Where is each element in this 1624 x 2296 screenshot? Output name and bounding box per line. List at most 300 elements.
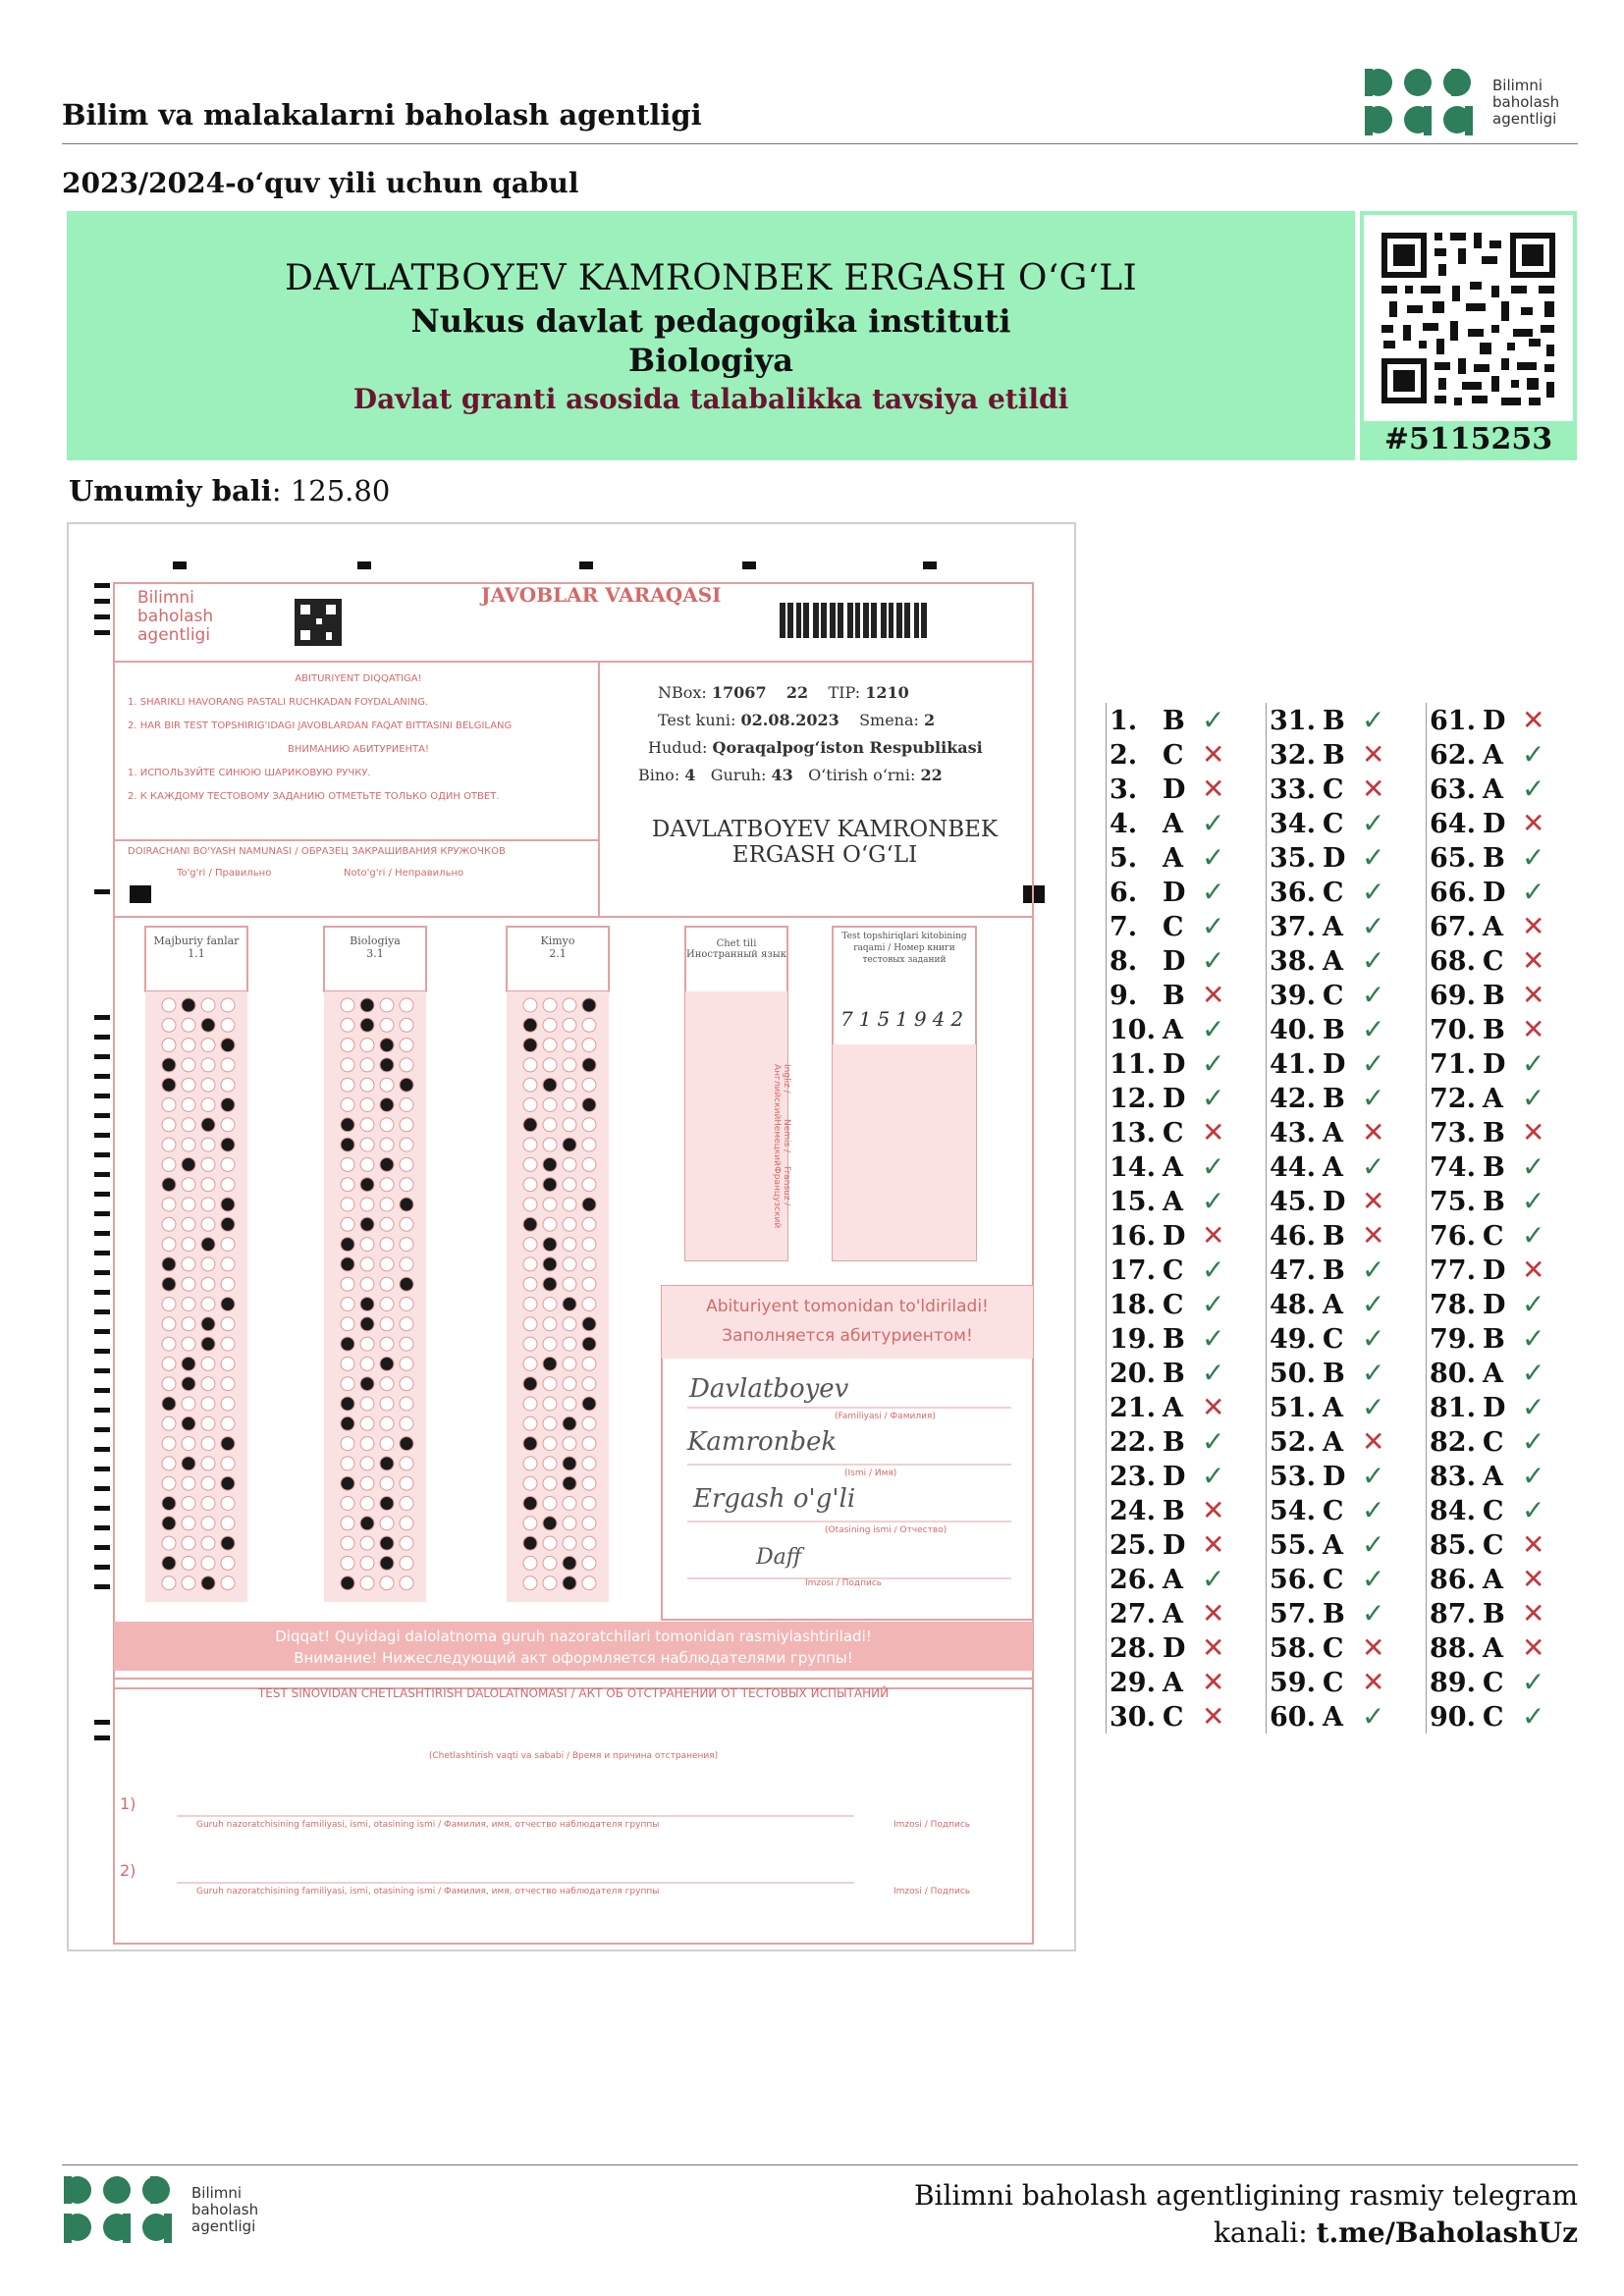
answer-row [1430,1596,1586,1630]
question-number: 33. [1270,774,1316,805]
handwritten-patronymic: Ergash o'g'li [693,1484,856,1514]
cross-icon: ✕ [1522,807,1545,839]
cross-icon: ✕ [1522,1116,1545,1148]
answer-bubble [400,998,413,1012]
answer-bubble [582,1357,596,1370]
answer-bubble [563,1357,576,1370]
answer-bubble [543,1317,557,1331]
cross-icon: ✕ [1362,773,1385,805]
sheet-title: JAVOBLAR VARAQASI [481,583,722,607]
question-number: 45. [1270,1187,1316,1217]
answer-bubble [341,1556,354,1570]
question-number: 52. [1270,1427,1316,1458]
answer-row [1270,1459,1426,1493]
sheet-logo-line: Bilimni [137,588,194,608]
answer-bubble [582,1298,596,1311]
question-number: 9. [1110,981,1138,1011]
question-number: 27. [1110,1599,1156,1629]
check-icon: ✓ [1522,1047,1545,1080]
answer-row [1270,1253,1426,1287]
cross-icon: ✕ [1522,1013,1545,1045]
answer-bubble [182,1457,195,1470]
answer-bubble [582,1416,596,1430]
check-icon: ✓ [1202,841,1225,874]
question-number: 56. [1270,1565,1316,1595]
answer-bubble [341,1497,354,1511]
answer-bubble [341,1198,354,1211]
answer-bubble [543,1337,557,1351]
patronymic-label: (Otasining ismi / Отчество) [825,1525,947,1535]
answer-bubble [162,1437,176,1451]
question-number: 36. [1270,878,1316,908]
cross-icon: ✕ [1202,1666,1225,1698]
answer-row [1430,1424,1586,1459]
answer-bubble [380,1118,394,1132]
question-number: 86. [1430,1565,1476,1595]
section-code: 1.1 [188,947,205,960]
answer-row [1270,1390,1426,1424]
nbox-label: NBox: [658,683,707,702]
footer-line [914,2215,1578,2252]
answer-bubble [221,1397,235,1411]
answer-row [1110,1459,1266,1493]
answer-row [1270,978,1426,1012]
answer-bubble [360,1178,374,1192]
answer-bubble [400,1198,413,1211]
answer-bubble [563,1517,576,1530]
check-icon: ✓ [1522,1700,1545,1733]
answer-bubble [341,1397,354,1411]
answer-bubble [582,1277,596,1291]
answer-row [1430,1527,1586,1562]
check-icon: ✓ [1362,876,1385,908]
cross-icon: ✕ [1202,1391,1225,1423]
attention-line: 1. ИСПОЛЬЗУЙТЕ СИНЮЮ ШАРИКОВУЮ РУЧКУ. [128,768,371,778]
answer-bubble [162,1377,176,1391]
answer-bubble [523,1257,537,1271]
answer-bubble [400,1157,413,1171]
answer-letter: B [1483,1015,1505,1045]
answer-bubble [523,1157,537,1171]
answer-bubble [201,1058,215,1072]
agency-logo-icon [1363,67,1481,137]
answer-letter: B [1163,1359,1185,1389]
answer-bubble [360,1497,374,1511]
answer-bubble [182,1238,195,1252]
answer-row [1110,1356,1266,1390]
answer-bubble [182,1576,195,1590]
cross-icon: ✕ [1362,1425,1385,1458]
answer-bubble [182,1157,195,1171]
attention-title: ABITURIYENT DIQQATIGA! [295,673,422,684]
answer-bubble [201,1397,215,1411]
question-number: 43. [1270,1118,1316,1148]
question-number: 57. [1270,1599,1316,1629]
question-number: 73. [1430,1118,1476,1148]
answer-bubble [582,1039,596,1052]
answer-bubble [162,1118,176,1132]
answer-bubble [380,1238,394,1252]
answer-bubble [341,1098,354,1112]
answer-letter: B [1483,1152,1505,1183]
answer-row [1110,1321,1266,1356]
answer-bubble [582,1257,596,1271]
answer-bubble [523,1078,537,1092]
answer-bubble [360,1277,374,1291]
smena-value: 2 [924,711,936,729]
answer-row [1430,1081,1586,1115]
check-icon: ✓ [1202,1460,1225,1492]
answer-row [1430,1012,1586,1046]
footer-line: Bilimni baholash agentligining rasmiy telegram [913,2179,1578,2212]
answer-bubble [380,1517,394,1530]
check-icon: ✓ [1522,773,1545,805]
answer-row [1110,943,1266,978]
answer-row [1270,1149,1426,1184]
question-number: 21. [1110,1393,1156,1423]
question-number: 35. [1270,843,1316,874]
answer-letter: D [1483,1393,1506,1423]
answer-bubble [341,1536,354,1550]
answer-letter: D [1323,1049,1346,1080]
question-number: 89. [1430,1668,1476,1698]
telegram-link[interactable]: t.me/BaholashUz [1316,2216,1578,2249]
answer-bubble [523,1536,537,1550]
answer-row [1430,1046,1586,1081]
answer-row [1270,1596,1426,1630]
section-header [685,938,787,960]
answer-bubble [201,1457,215,1470]
answer-row [1430,1218,1586,1253]
answer-letter: D [1483,1255,1506,1286]
answer-bubble [582,1178,596,1192]
answer-bubble [563,1118,576,1132]
question-number: 29. [1110,1668,1156,1698]
result-banner [67,211,1355,460]
answer-letter: A [1163,1668,1183,1698]
check-icon: ✓ [1362,1700,1385,1733]
answer-letter: A [1483,1462,1503,1492]
answer-letter: D [1163,946,1186,977]
answer-bubble [201,1138,215,1151]
check-icon: ✓ [1362,1597,1385,1629]
answer-row [1270,1046,1426,1081]
answer-bubble [563,1098,576,1112]
answer-bubble [543,1517,557,1530]
language-option: Ingliz / Английский [772,1064,791,1120]
answer-bubble [563,1198,576,1211]
answer-row [1430,1699,1586,1734]
answer-letter: B [1323,1599,1345,1629]
answer-bubble [523,1098,537,1112]
answer-letter: A [1323,1530,1343,1561]
answer-bubble [523,1457,537,1470]
answer-bubble [400,1058,413,1072]
answer-letter: C [1483,1427,1504,1458]
answer-bubble [201,1476,215,1490]
check-icon: ✓ [1202,1013,1225,1045]
answer-bubble [582,998,596,1012]
answer-bubble [400,1377,413,1391]
answer-bubble [582,1317,596,1331]
answer-row [1110,1115,1266,1149]
answer-row [1110,1012,1266,1046]
answer-letter: B [1483,843,1505,874]
answer-row [1270,1321,1426,1356]
warning-banner [114,1626,1033,1669]
answer-bubble [221,1039,235,1052]
answer-bubble [380,1497,394,1511]
answer-letter: D [1483,1049,1506,1080]
answer-bubble [523,1517,537,1530]
check-icon: ✓ [1202,1322,1225,1355]
answer-row [1110,1527,1266,1562]
answer-letter: A [1483,774,1503,805]
answer-bubble [543,1357,557,1370]
question-number: 3. [1110,774,1138,805]
name-label: (Ismi / Имя) [844,1468,897,1478]
answer-bubble [523,1118,537,1132]
header-divider [62,143,1578,144]
answer-bubble [543,1217,557,1231]
answer-bubble [360,1018,374,1032]
answer-bubble [221,1457,235,1470]
check-icon: ✓ [1522,1391,1545,1423]
answer-bubble [182,1497,195,1511]
qr-code [1364,215,1573,421]
handwritten-name: Kamronbek [687,1427,838,1457]
answer-row [1430,772,1586,806]
answer-letter: C [1323,1324,1344,1355]
answer-bubble [360,1576,374,1590]
question-number: 5. [1110,843,1138,874]
answer-letter: C [1163,1118,1184,1148]
test-day-label: Test kuni: [658,711,736,729]
answer-letter: C [1323,809,1344,839]
observer-signature-label: Imzosi / Подпись [893,1887,971,1896]
cross-icon: ✕ [1202,979,1225,1011]
answer-bubble [543,1078,557,1092]
answer-letter: A [1323,1118,1343,1148]
answer-bubble [400,1536,413,1550]
logo-text-line: agentligi [191,2216,256,2235]
answer-bubble [380,1576,394,1590]
answer-bubble [360,1078,374,1092]
answer-letter: C [1163,1702,1184,1733]
check-icon: ✓ [1202,1563,1225,1595]
answer-row [1430,909,1586,943]
answer-row [1270,1184,1426,1218]
answer-bubble [182,1517,195,1530]
answer-bubble [182,998,195,1012]
section-code: Иностранный язык [685,949,786,960]
answer-row [1110,1562,1266,1596]
answer-bubble [563,1476,576,1490]
answer-bubble [380,998,394,1012]
handwritten-surname: Davlatboyev [689,1374,849,1404]
answer-bubble [341,1058,354,1072]
answer-bubble [201,1556,215,1570]
answer-bubble [380,1437,394,1451]
answer-bubble [400,1497,413,1511]
answer-row [1430,1287,1586,1321]
answer-bubble [221,1078,235,1092]
answer-bubble [360,1217,374,1231]
answer-bubble [162,1138,176,1151]
cross-icon: ✕ [1362,1116,1385,1148]
answer-bubble [182,1217,195,1231]
answer-bubble [582,1476,596,1490]
answer-row [1430,1253,1586,1287]
answer-bubble [543,1576,557,1590]
answer-letter: D [1483,809,1506,839]
cross-icon: ✕ [1202,1116,1225,1148]
check-icon: ✓ [1362,1047,1385,1080]
answer-bubble [182,1337,195,1351]
answer-letter: D [1163,1462,1186,1492]
answer-bubble [400,1238,413,1252]
answer-letter: C [1323,1496,1344,1526]
section-header [324,934,426,960]
answer-letter: A [1483,740,1503,771]
question-number: 79. [1430,1324,1476,1355]
check-icon: ✓ [1362,1082,1385,1114]
answer-row [1110,1424,1266,1459]
answer-bubble [182,1277,195,1291]
answer-bubble [162,1397,176,1411]
answer-bubble [400,1138,413,1151]
footer-logo-text [191,2185,258,2235]
answer-bubble [201,1536,215,1550]
answer-letter: A [1163,843,1183,874]
answer-bubble [543,1536,557,1550]
answer-bubble [162,1517,176,1530]
answer-bubble [221,1257,235,1271]
fill-sample-title: DOIRACHANI BO'YASH NAMUNASI / ОБРАЗЕЦ ЗАКРАШИВАНИЯ КРУЖОЧКОВ [128,846,506,857]
question-number: 82. [1430,1427,1476,1458]
answer-bubble [380,1039,394,1052]
answer-bubble [182,1018,195,1032]
answer-letter: D [1483,706,1506,736]
answer-row [1110,1046,1266,1081]
guruh-value: 43 [771,766,793,784]
answer-bubble [201,1257,215,1271]
cross-icon: ✕ [1522,1631,1545,1664]
answer-letter: A [1323,1152,1343,1183]
answer-bubble [360,1118,374,1132]
answer-row [1110,1184,1266,1218]
cross-icon: ✕ [1362,1631,1385,1664]
answer-bubble [400,1078,413,1092]
admission-year-title: 2023/2024-o‘quv yili uchun qabul [62,167,579,199]
answer-letter: A [1163,1015,1183,1045]
answer-letter: B [1163,1496,1185,1526]
question-number: 61. [1430,706,1476,736]
fill-sample-wrong: Noto'g'ri / Неправильно [344,868,464,879]
answer-bubble [523,1377,537,1391]
answer-bubble [360,1138,374,1151]
answer-bubble [582,1457,596,1470]
answer-bubble [221,1277,235,1291]
bino-label: Bino: [638,766,680,784]
answer-bubble [221,1377,235,1391]
answer-bubble [543,1416,557,1430]
cross-icon: ✕ [1202,1597,1225,1629]
question-number: 62. [1430,740,1476,771]
answer-bubble [341,998,354,1012]
fill-sample-correct: To'g'ri / Правильно [177,868,272,879]
answer-bubble [341,1039,354,1052]
question-number: 19. [1110,1324,1156,1355]
answer-bubble [400,1397,413,1411]
answer-column [1266,703,1426,1734]
answer-bubble [162,1416,176,1430]
answer-row [1430,1493,1586,1527]
cross-icon: ✕ [1202,1219,1225,1252]
answer-bubble [400,1437,413,1451]
answer-bubble [221,1517,235,1530]
answer-letter: D [1163,1221,1186,1252]
answer-bubble [360,1337,374,1351]
answer-letter: A [1163,1599,1183,1629]
answer-bubble [400,1337,413,1351]
question-number: 4. [1110,809,1138,839]
answer-bubble [400,1517,413,1530]
question-number: 11. [1110,1049,1156,1080]
sheet-student-name [609,817,1041,868]
check-icon: ✓ [1202,1185,1225,1217]
question-number: 1. [1110,706,1138,736]
answer-bubble [523,1198,537,1211]
question-number: 22. [1110,1427,1156,1458]
answer-bubble [563,1018,576,1032]
answer-bubble [380,1078,394,1092]
question-number: 80. [1430,1359,1476,1389]
check-icon: ✓ [1522,841,1545,874]
answer-bubble [400,1118,413,1132]
answer-letter: D [1323,1187,1346,1217]
answer-bubble [523,1039,537,1052]
removal-act-title: TEST SINOVIDAN CHETLASHTIRISH DALOLATNOMASI / АКТ ОБ ОТСТРАНЕНИИ ОТ ТЕСТОВЫХ ИСПЫТАНИЙ [257,1686,890,1700]
check-icon: ✓ [1362,1391,1385,1423]
section-title: Majburiy fanlar [153,934,240,947]
answer-bubble [360,1257,374,1271]
answer-bubble [400,1178,413,1192]
answer-bubble [543,1138,557,1151]
language-options [683,1064,791,1229]
question-number: 76. [1430,1221,1476,1252]
answer-bubble [380,1198,394,1211]
answer-letter: D [1163,1049,1186,1080]
answer-bubble [400,1476,413,1490]
question-number: 75. [1430,1187,1476,1217]
cross-icon: ✕ [1202,738,1225,771]
answer-letter: B [1163,981,1185,1011]
answer-bubble [400,1317,413,1331]
answer-row [1430,737,1586,772]
answer-bubble [201,998,215,1012]
answer-bubble [162,1157,176,1171]
student-fill-title-ru: Заполняется абитуриентом! [722,1326,973,1346]
answer-letter: A [1483,1359,1503,1389]
answer-bubble [563,1058,576,1072]
answer-bubble [341,1178,354,1192]
answer-bubble [360,1416,374,1430]
answer-bubble [563,1497,576,1511]
answer-letter: B [1483,1324,1505,1355]
answer-bubble [162,1357,176,1370]
answer-bubble [360,1198,374,1211]
